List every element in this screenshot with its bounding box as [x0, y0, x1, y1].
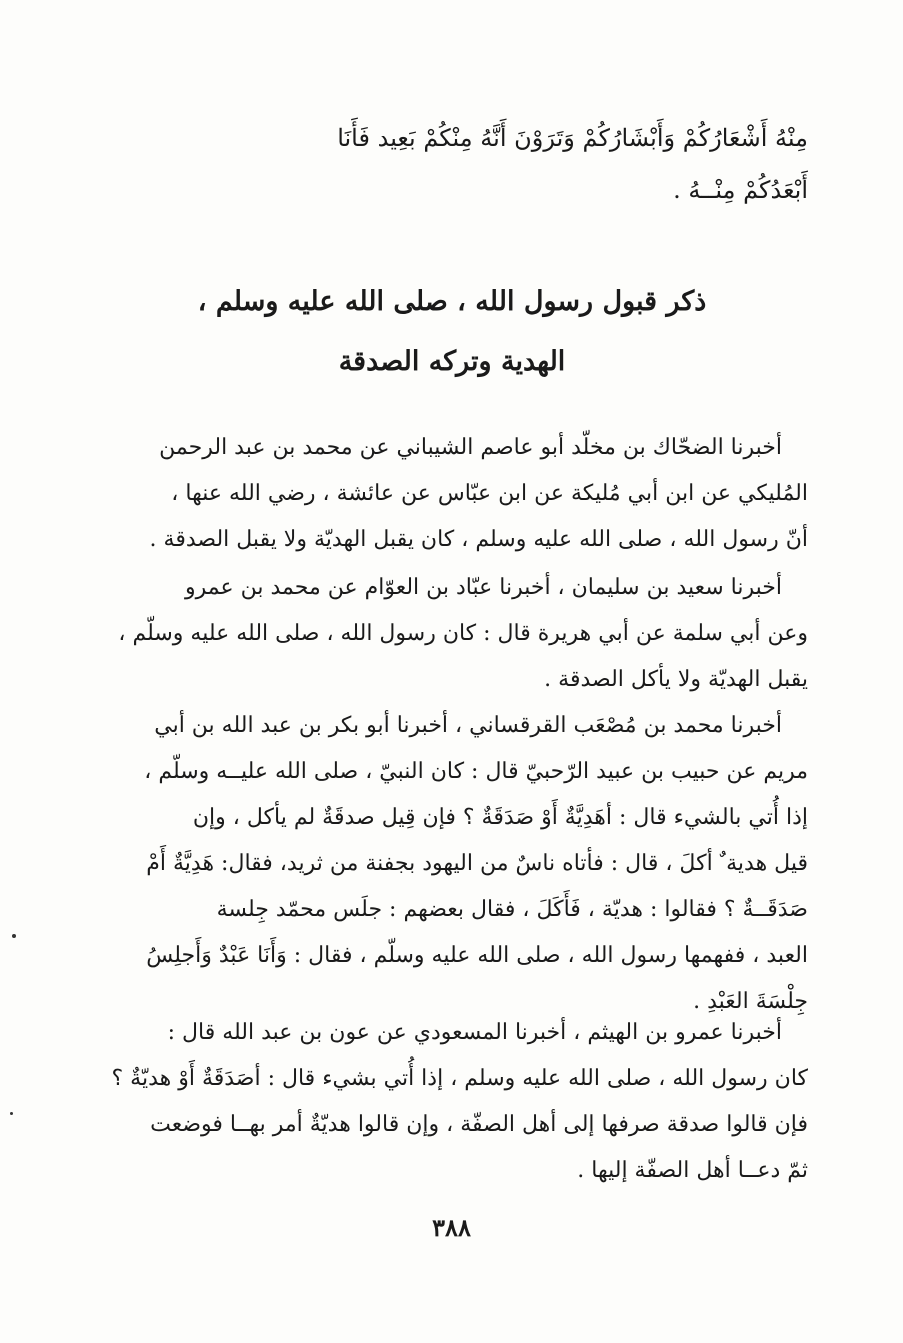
- scan-speck: [12, 934, 16, 938]
- opening-verse: [96, 112, 808, 216]
- text-line: إذا أُتي بالشيء قال : أهَدِيَّةٌ أَوْ صَدَقَةٌ ؟ فإن قِيل صدقَةٌ لم يأكل ، وإن: [192, 805, 808, 830]
- text-line: ثمّ دعــا أهل الصفّة إليها .: [577, 1158, 808, 1183]
- text-line: أَبْعَدُكُمْ مِنْــهُ .: [673, 176, 808, 204]
- text-line: أنّ رسول الله ، صلى الله عليه وسلم ، كان يقبل الهديّة ولا يقبل الصدقة .: [149, 527, 808, 552]
- paragraph-3: [96, 703, 808, 1025]
- text-line: صَدَقَــةٌ ؟ فقالوا : هديّة ، فَأَكَلَ ، فقال بعضهم : جلَس محمّد جِلسة: [216, 897, 808, 922]
- text-line: أخبرنا الضحّاك بن مخلّد أبو عاصم الشيباني عن محمد بن عبد الرحمن: [159, 435, 782, 460]
- text-line: أخبرنا محمد بن مُصْعَب القرقساني ، أخبرنا أبو بكر بن عبد الله بن أبي: [154, 713, 782, 738]
- text-line: يقبل الهديّة ولا يأكل الصدقة .: [544, 667, 808, 692]
- text-line: مِنْهُ أَشْعَارُكُمْ وَأَبْشَارُكُمْ وَتَرَوْنَ أَنَّهُ مِنْكُمْ بَعِيد فَأَنَا: [337, 124, 808, 152]
- text-line: كان رسول الله ، صلى الله عليه وسلم ، إذا أُتي بشيء قال : أصَدَقَةٌ أَوْ هديّةٌ ؟: [111, 1066, 808, 1091]
- paragraph-1: [96, 425, 808, 563]
- text-line: فإن قالوا صدقة صرفها إلى أهل الصفّة ، وإن قالوا هديّةٌ أمر بهــا فوضعت: [150, 1112, 808, 1137]
- paragraph-2: [96, 565, 808, 703]
- text-line: المُليكي عن ابن أبي مُليكة عن ابن عبّاس عن عائشة ، رضي الله عنها ،: [171, 481, 808, 506]
- scan-speck: [10, 1112, 13, 1115]
- paragraph-4: [96, 1010, 808, 1194]
- text-line: مريم عن حبيب بن عبيد الرّحبيّ قال : كان النبيّ ، صلى الله عليــه وسلّم ،: [144, 759, 808, 784]
- text-line: وعن أبي سلمة عن أبي هريرة قال : كان رسول الله ، صلى الله عليه وسلّم ،: [118, 621, 808, 646]
- section-heading-line-1: ذكر قبول رسول الله ، صلى الله عليه وسلم ،: [197, 286, 707, 317]
- page-number: ٣٨٨: [432, 1213, 471, 1242]
- text-line: أخبرنا سعيد بن سليمان ، أخبرنا عبّاد بن العوّام عن محمد بن عمرو: [185, 575, 782, 600]
- text-line: العبد ، ففهمها رسول الله ، صلى الله عليه وسلّم ، فقال : وَأَنَا عَبْدٌ وَأَجلِسُ: [146, 943, 808, 968]
- text-line: أخبرنا عمرو بن الهيثم ، أخبرنا المسعودي عن عون بن عبد الله قال :: [167, 1020, 782, 1045]
- section-heading-line-2: الهدية وتركه الصدقة: [338, 346, 566, 377]
- text-line: جِلْسَةَ العَبْدِ .: [693, 989, 808, 1014]
- text-line: قيل هدية ٌ أكلَ ، قال : فأتاه ناسٌ من اليهود بجفنة من ثريد، فقال: هَدِيَّةٌ أَمْ: [146, 851, 808, 876]
